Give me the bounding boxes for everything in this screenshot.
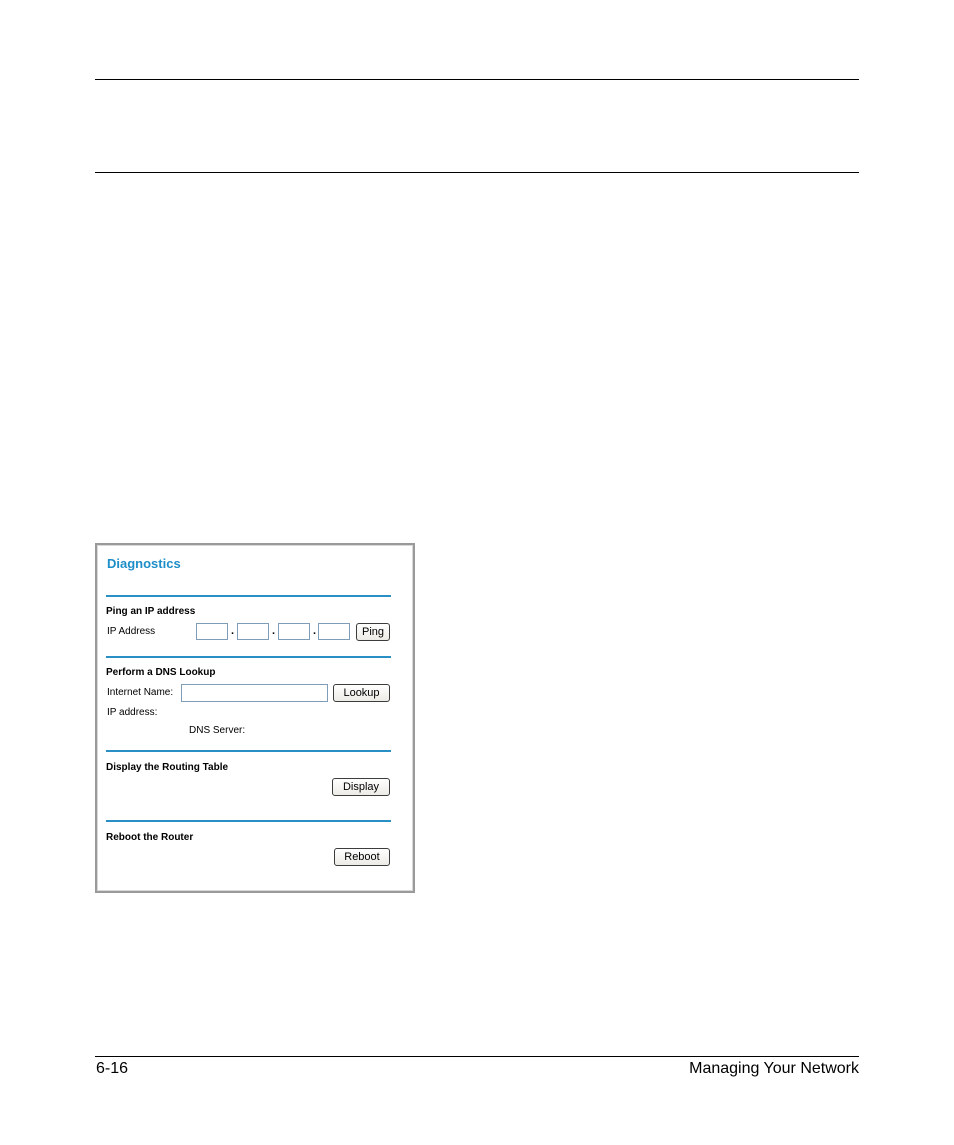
ip-dot-separator: . — [313, 625, 317, 637]
section-divider — [106, 750, 391, 752]
ip-octet-4-input[interactable] — [318, 623, 350, 640]
internet-name-label: Internet Name: — [107, 687, 174, 698]
internet-name-input[interactable] — [181, 684, 328, 702]
dns-lookup-heading: Perform a DNS Lookup — [106, 667, 216, 678]
footer-rule — [95, 1056, 859, 1057]
dns-server-label: DNS Server: — [189, 725, 246, 736]
ip-octet-1-input[interactable] — [196, 623, 228, 640]
section-divider — [106, 820, 391, 822]
reboot-button[interactable]: Reboot — [334, 848, 390, 866]
ping-button[interactable]: Ping — [356, 623, 390, 641]
page-number: 6-16 — [96, 1060, 129, 1077]
ip-octet-3-input[interactable] — [278, 623, 310, 640]
section-divider — [106, 595, 391, 597]
section-divider — [106, 656, 391, 658]
diagnostics-title: Diagnostics — [107, 556, 181, 571]
ip-dot-separator: . — [272, 625, 276, 637]
routing-table-heading: Display the Routing Table — [106, 762, 229, 773]
chapter-title: Managing Your Network — [689, 1060, 859, 1077]
header-rule-bottom — [95, 172, 859, 173]
reboot-heading: Reboot the Router — [106, 832, 194, 843]
ping-heading: Ping an IP address — [106, 606, 196, 617]
header-rule-top — [95, 79, 859, 80]
dns-ip-address-label: IP address: — [107, 707, 158, 718]
ip-address-label: IP Address — [107, 626, 156, 637]
ip-octet-2-input[interactable] — [237, 623, 269, 640]
display-button[interactable]: Display — [332, 778, 390, 796]
diagnostics-panel — [97, 545, 413, 891]
lookup-button[interactable]: Lookup — [333, 684, 390, 702]
ip-dot-separator: . — [231, 625, 235, 637]
diagnostics-screenshot — [95, 543, 415, 893]
